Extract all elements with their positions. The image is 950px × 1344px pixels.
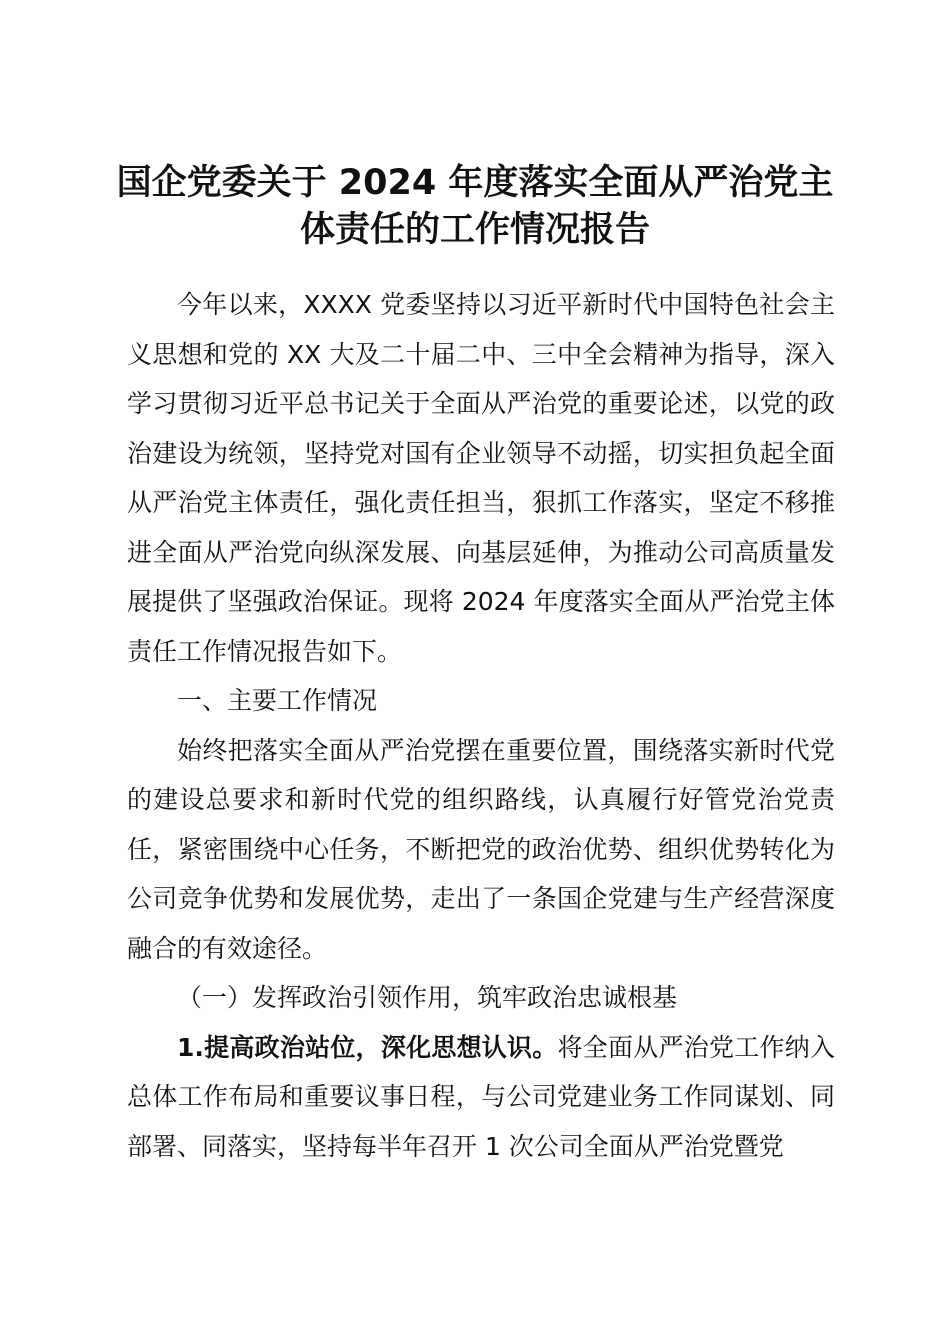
item-lead-text: 1.提高政治站位，深化思想认识。 <box>177 1032 558 1062</box>
intro-paragraph: 今年以来，XXXX 党委坚持以习近平新时代中国特色社会主义思想和党的 XX 大及二十届二中、三中全会精神为指导，深入学习贯彻习近平总书记关于全面从严治党的重要论述，以党的政治建设为统领，坚持党对国有企业领导不动摇，切实担负起全面从严治党主体责任，强化责任担当，狠抓工作落实，坚定不移推进全面从严治党向纵深发展、向基层延伸，为推动公司高质量发展提供了坚强政治保证。现将 2024 年度落实全面从严治党主体责任工作情况报告如下。 <box>127 290 835 666</box>
item-paragraph <box>127 1023 835 1172</box>
section-heading: 一、主要工作情况 <box>177 686 378 715</box>
document-title <box>100 160 850 254</box>
title-line-1: 国企党委关于 2024 年度落实全面从严治党主 <box>116 163 834 203</box>
section-paragraph: 始终把落实全面从严治党摆在重要位置，围绕落实新时代党的建设总要求和新时代党的组织路线，认真履行好管党治党责任，紧密围绕中心任务，不断把党的政治优势、组织优势转化为公司竞争优势和发展优势，走出了一条国企党建与生产经营深度融合的有效途径。 <box>127 735 835 963</box>
item-body-text: 将全面从严治党工作纳入总体工作布局和重要议事日程，与公司党建业务工作同谋划、同部署、同落实，坚持每半年召开 1 次公司全面从严治党暨党 <box>127 1032 835 1161</box>
title-line-2: 体责任的工作情况报告 <box>299 210 650 250</box>
subsection-heading: （一）发挥政治引领作用，筑牢政治忠诚根基 <box>177 983 678 1012</box>
document-body <box>127 280 835 1171</box>
